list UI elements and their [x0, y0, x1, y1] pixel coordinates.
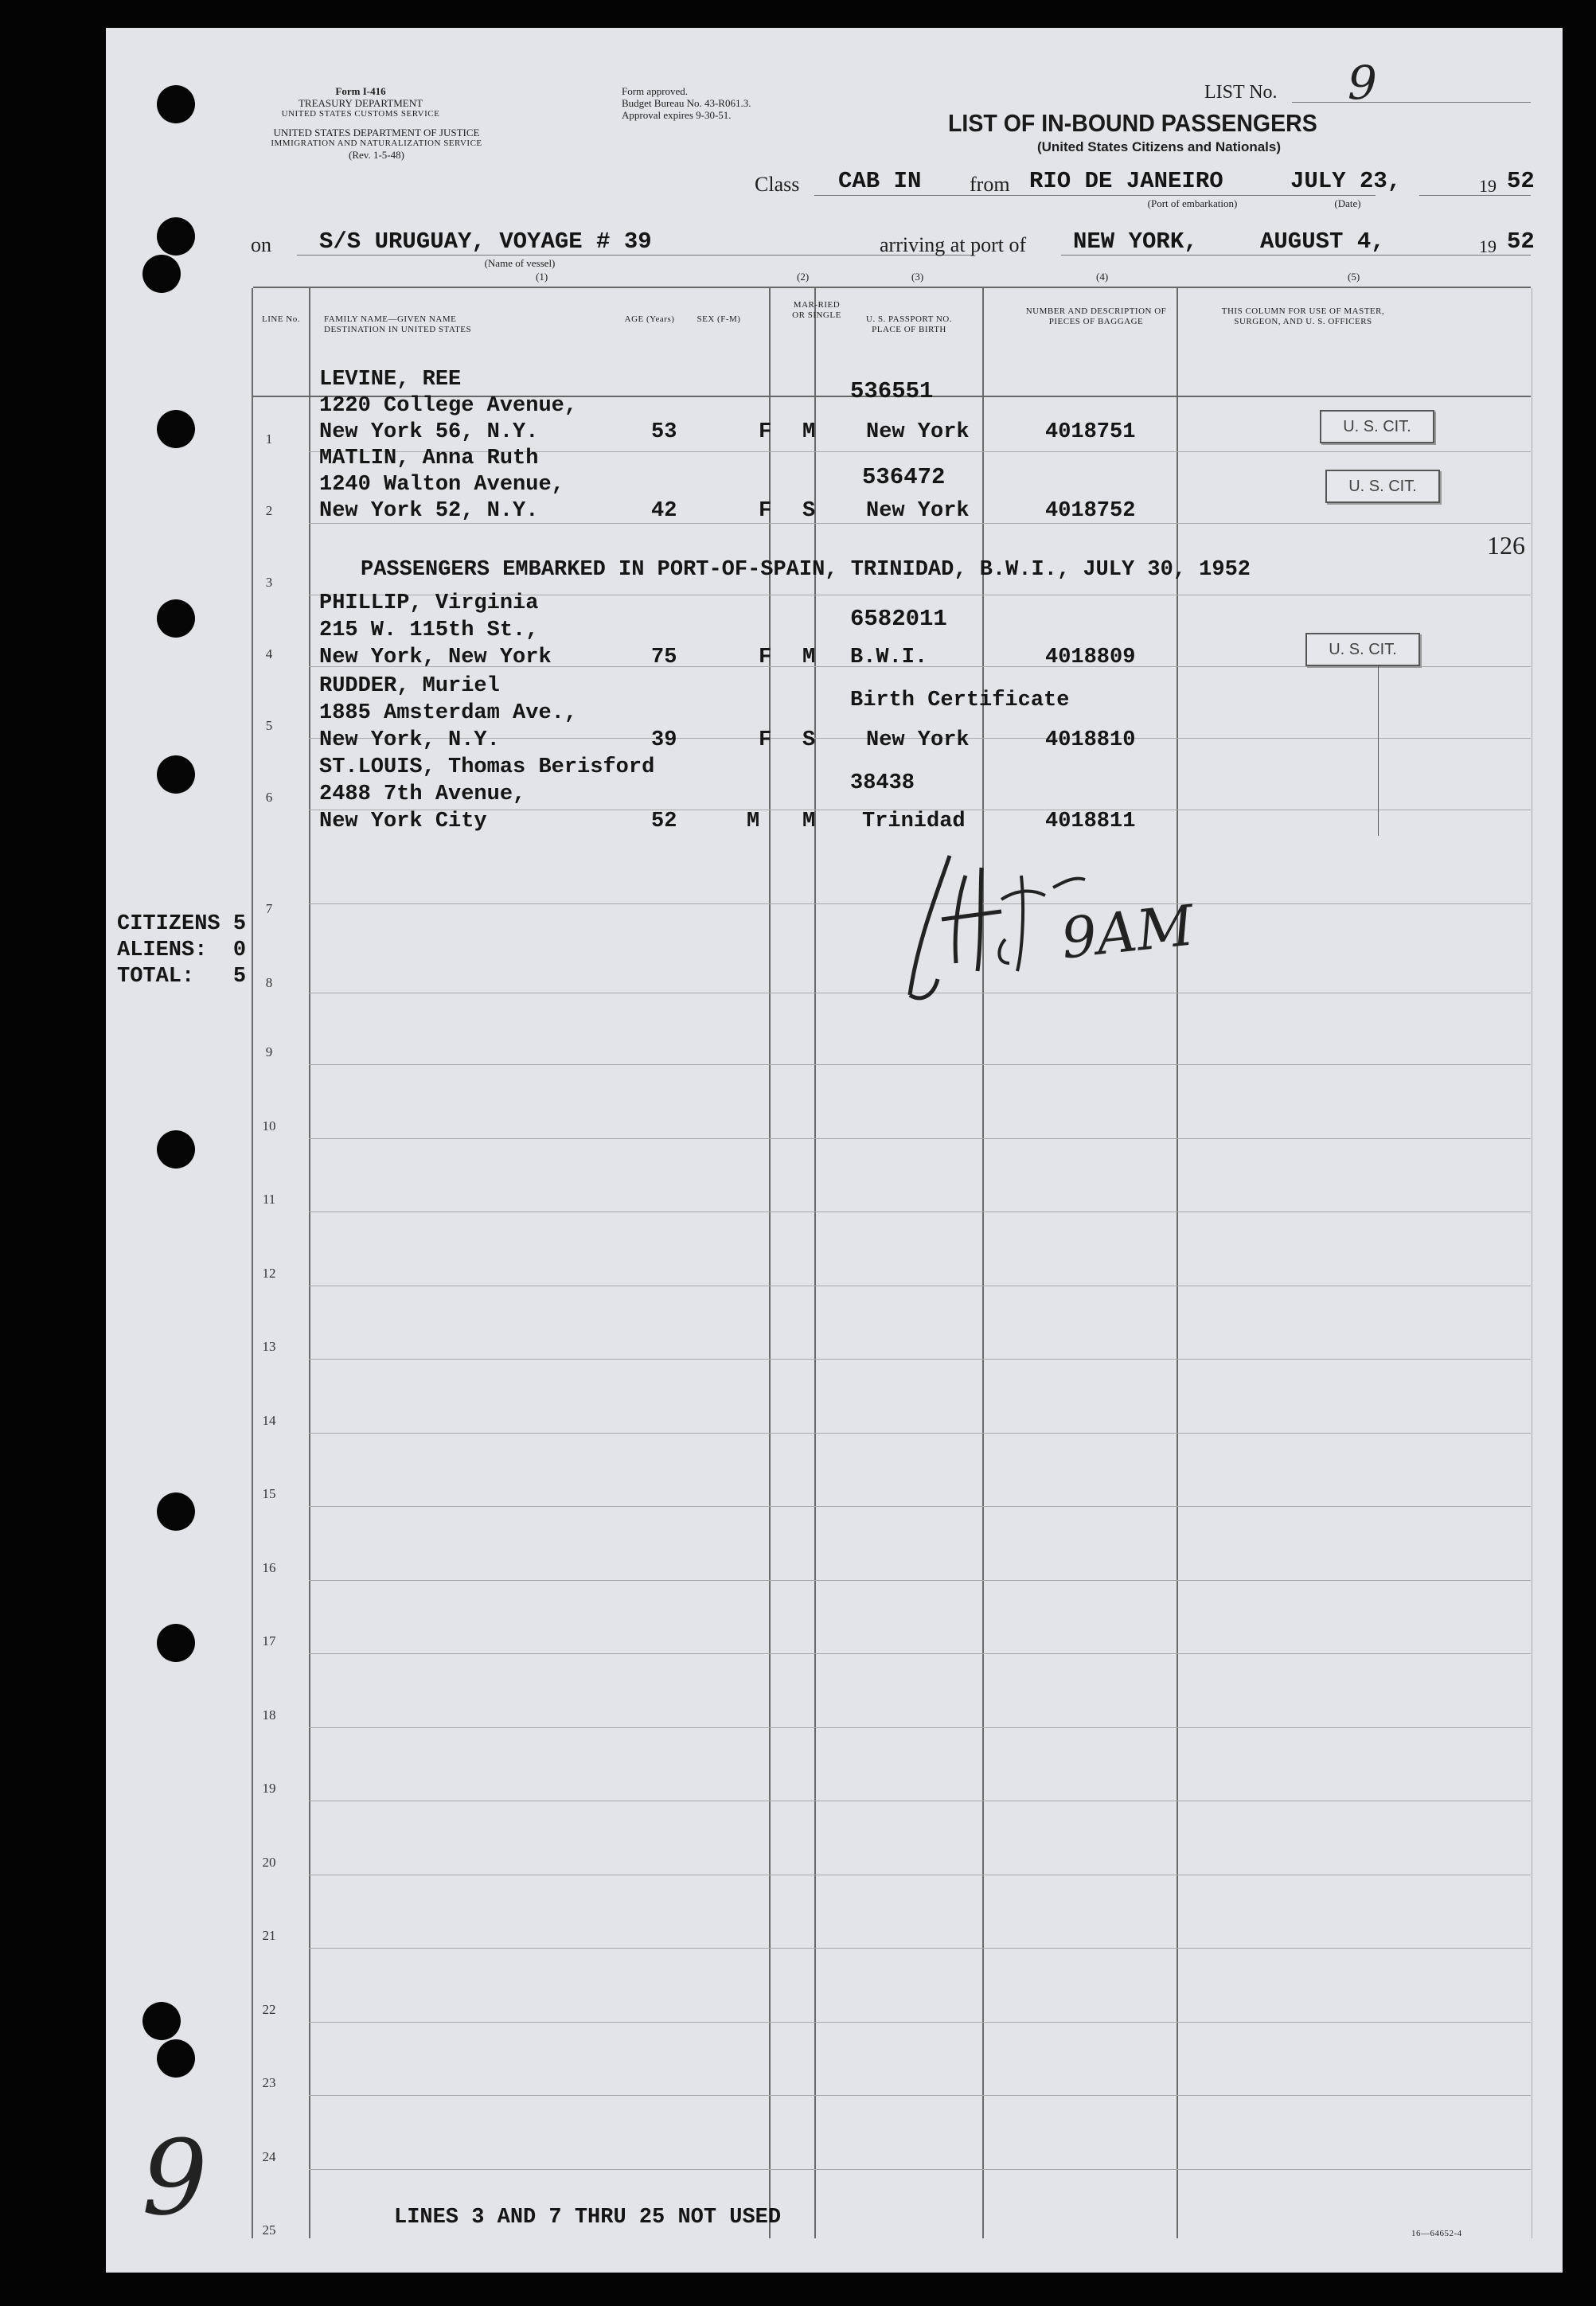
arriving-label: arriving at port of	[880, 233, 1027, 256]
row-number: 11	[262, 1192, 276, 1207]
total-label: TOTAL:	[117, 965, 195, 989]
passenger-address: New York City	[319, 810, 487, 833]
passport-number: 6582011	[850, 606, 947, 632]
row-rule	[309, 1064, 1531, 1065]
passenger-address: New York, N.Y.	[319, 728, 500, 752]
treasury-label: TREASURY DEPARTMENT	[298, 97, 423, 109]
row-number: 7	[265, 901, 273, 916]
embarkation-note: PASSENGERS EMBARKED IN PORT-OF-SPAIN, TRINIDAD, B.W.I., JULY 30, 1952	[361, 558, 1251, 582]
col-header-married: MAR-RIED OR SINGLE	[792, 300, 841, 320]
passenger-address: 1240 Walton Avenue,	[319, 473, 564, 497]
baggage-number: 4018752	[1045, 499, 1136, 523]
footer-note: LINES 3 AND 7 THRU 25 NOT USED	[394, 2206, 782, 2230]
passenger-sex: M	[747, 810, 760, 833]
passenger-marital: S	[802, 499, 816, 523]
approval-line: Budget Bureau No. 43-R061.3.	[622, 97, 751, 109]
row-number: 12	[262, 1266, 276, 1281]
embark-year: 52	[1507, 168, 1535, 194]
row-rule	[309, 2095, 1531, 2096]
passenger-age: 53	[651, 420, 677, 444]
birthplace: Trinidad	[862, 810, 966, 833]
stamp-rule	[1378, 665, 1379, 836]
punch-hole	[157, 1492, 195, 1531]
row-number: 24	[262, 2149, 276, 2164]
passport-number: Birth Certificate	[850, 689, 1070, 712]
aliens-label: ALIENS:	[117, 938, 208, 962]
us-citizen-stamp: U. S. CIT.	[1305, 633, 1420, 666]
row-number: 1	[265, 431, 273, 447]
punch-hole	[157, 1624, 195, 1662]
handwritten-annotation: 9AM	[1058, 892, 1197, 972]
row-number: 2	[265, 503, 273, 518]
approval-line: Approval expires 9-30-51.	[622, 109, 732, 121]
passenger-sex: F	[759, 420, 772, 444]
col-ref: (1)	[536, 271, 548, 283]
row-rule	[309, 1506, 1531, 1507]
passenger-address: 1220 College Avenue,	[319, 394, 578, 418]
row-rule	[309, 1433, 1531, 1434]
row-number: 8	[265, 975, 273, 990]
row-number: 3	[265, 575, 273, 590]
row-number: 23	[262, 2075, 276, 2090]
punch-hole	[157, 599, 195, 638]
row-number: 20	[262, 1855, 276, 1870]
col-header-age: AGE (Years)	[624, 314, 675, 324]
arrival-date: AUGUST 4,	[1260, 228, 1385, 255]
form-id: Form I-416	[335, 85, 386, 97]
passenger-sex: F	[759, 728, 772, 752]
class-line	[814, 195, 1061, 196]
passenger-age: 42	[651, 499, 677, 523]
passenger-marital: M	[802, 646, 816, 669]
baggage-number: 4018811	[1045, 810, 1136, 833]
row-rule	[309, 1948, 1531, 1949]
passenger-name: RUDDER, Muriel	[319, 674, 500, 698]
row-rule	[309, 1580, 1531, 1581]
birthplace: New York	[866, 728, 970, 752]
col-ref: (3)	[911, 271, 924, 283]
passport-number: 536551	[850, 378, 934, 404]
year-prefix: 19	[1479, 176, 1496, 196]
baggage-number: 4018810	[1045, 728, 1136, 752]
col-header-name-label: FAMILY NAME—GIVEN NAME	[324, 314, 457, 324]
row-rule	[309, 2169, 1531, 2170]
row-number: 25	[262, 2222, 276, 2238]
punch-hole	[142, 2002, 181, 2040]
row-number: 9	[265, 1044, 273, 1059]
year-prefix: 19	[1479, 236, 1496, 256]
col-header-line: LINE No.	[262, 314, 300, 324]
punch-hole	[142, 255, 181, 293]
year-line	[1419, 195, 1531, 196]
row-number: 16	[262, 1560, 276, 1575]
row-rule	[309, 523, 1531, 524]
col-rule	[309, 288, 310, 2238]
row-rule	[309, 1653, 1531, 1654]
port-embarkation: RIO DE JANEIRO	[1029, 168, 1223, 194]
citizens-label: CITIZENS	[117, 912, 220, 936]
aliens-count: 0	[232, 938, 247, 962]
print-code: 16—64652-4	[1411, 2229, 1462, 2238]
list-no-value: 9	[1348, 56, 1377, 110]
passenger-name: ST.LOUIS, Thomas Berisford	[319, 755, 655, 779]
passenger-address: New York 52, N.Y.	[319, 499, 539, 523]
list-no-line	[1292, 102, 1531, 103]
page-number: 126	[1487, 531, 1525, 560]
class-label: Class	[755, 173, 800, 196]
row-rule	[309, 1359, 1531, 1360]
col-ref: (2)	[797, 271, 810, 283]
summary-block	[117, 911, 246, 990]
port-line	[1025, 195, 1376, 196]
date-caption: (Date)	[1334, 197, 1361, 209]
form-subtitle: (United States Citizens and Nationals)	[1036, 139, 1282, 154]
vessel-line	[297, 255, 974, 256]
col-ref: (5)	[1348, 271, 1360, 283]
row-rule	[309, 2022, 1531, 2023]
arrival-port: NEW YORK,	[1073, 228, 1198, 255]
passenger-address: 1885 Amsterdam Ave.,	[319, 701, 578, 725]
row-number: 18	[262, 1707, 276, 1723]
col-header-passport-label: U. S. PASSPORT NO.	[866, 314, 952, 324]
row-number: 10	[262, 1118, 276, 1133]
punch-hole	[157, 410, 195, 448]
passport-number: 536472	[862, 464, 946, 490]
vessel-caption: (Name of vessel)	[484, 257, 556, 269]
list-no-label: LIST No.	[1204, 82, 1278, 103]
passport-number: 38438	[850, 771, 915, 795]
col-header-name	[324, 314, 471, 335]
embark-date: JULY 23,	[1290, 168, 1402, 194]
class-value: CAB IN	[838, 168, 922, 194]
passenger-address: New York, New York	[319, 646, 552, 669]
row-number: 15	[262, 1486, 276, 1501]
birthplace: B.W.I.	[850, 646, 928, 669]
arrival-line	[1061, 255, 1531, 256]
passenger-name: PHILLIP, Virginia	[319, 591, 539, 615]
punch-hole	[157, 85, 195, 123]
col-header-sex: SEX (F-M)	[697, 314, 741, 324]
justice-label: UNITED STATES DEPARTMENT OF JUSTICE	[273, 127, 480, 139]
col-header-passport	[822, 314, 996, 335]
col-header-officers: THIS COLUMN FOR USE OF MASTER, SURGEON, AND U. S. OFFICERS	[1221, 306, 1385, 326]
col-header-birthplace: PLACE OF BIRTH	[872, 325, 946, 334]
row-number: 5	[265, 718, 273, 733]
baggage-number: 4018751	[1045, 420, 1136, 444]
passenger-age: 39	[651, 728, 677, 752]
col-header-baggage: NUMBER AND DESCRIPTION OF PIECES OF BAGGAGE	[1025, 306, 1167, 326]
row-number: 6	[265, 790, 273, 805]
customs-label: UNITED STATES CUSTOMS SERVICE	[281, 109, 440, 119]
passenger-address: 215 W. 115th St.,	[319, 618, 539, 642]
row-rule	[309, 1138, 1531, 1139]
form-title: LIST OF IN-BOUND PASSENGERS	[948, 109, 1317, 137]
passenger-address: 2488 7th Avenue,	[319, 782, 526, 806]
vessel-name: S/S URUGUAY, VOYAGE # 39	[319, 228, 652, 255]
passenger-marital: M	[802, 420, 816, 444]
passenger-age: 75	[651, 646, 677, 669]
punch-hole	[157, 217, 195, 256]
passenger-sex: F	[759, 499, 772, 523]
passenger-marital: S	[802, 728, 816, 752]
approval-block	[622, 85, 751, 121]
form-page	[106, 28, 1563, 2273]
row-number: 19	[262, 1781, 276, 1796]
citizens-count: 5	[232, 912, 247, 936]
birthplace: New York	[866, 420, 970, 444]
us-citizen-stamp: U. S. CIT.	[1320, 410, 1434, 443]
row-rule	[309, 1727, 1531, 1728]
birthplace: New York	[866, 499, 970, 523]
row-number: 14	[262, 1413, 276, 1428]
col-header-destination: DESTINATION IN UNITED STATES	[324, 325, 472, 334]
arrival-year: 52	[1507, 228, 1535, 255]
rev-label: (Rev. 1-5-48)	[349, 149, 404, 161]
row-number: 4	[265, 646, 273, 661]
punch-hole	[157, 2039, 195, 2078]
form-agency-block	[233, 85, 488, 119]
punch-hole	[157, 1130, 195, 1169]
on-label: on	[251, 233, 271, 256]
passenger-marital: M	[802, 810, 816, 833]
justice-block	[245, 127, 508, 161]
row-number: 17	[262, 1633, 276, 1649]
punch-hole	[157, 755, 195, 794]
passenger-age: 52	[651, 810, 677, 833]
baggage-number: 4018809	[1045, 646, 1136, 669]
col-ref: (4)	[1096, 271, 1109, 283]
ins-label: IMMIGRATION AND NATURALIZATION SERVICE	[271, 139, 482, 148]
port-caption: (Port of embarkation)	[1147, 197, 1238, 209]
passenger-name: LEVINE, REE	[319, 368, 462, 392]
row-number: 21	[262, 1928, 276, 1943]
passenger-sex: F	[759, 646, 772, 669]
us-citizen-stamp: U. S. CIT.	[1325, 470, 1440, 503]
row-number: 13	[262, 1339, 276, 1354]
row-number: 22	[262, 2002, 276, 2017]
margin-handwritten-mark: 9	[142, 2117, 208, 2238]
passenger-address: New York 56, N.Y.	[319, 420, 539, 444]
approval-line: Form approved.	[622, 85, 689, 97]
total-count: 5	[232, 965, 247, 989]
from-label: from	[970, 173, 1010, 196]
passenger-name: MATLIN, Anna Ruth	[319, 447, 539, 470]
